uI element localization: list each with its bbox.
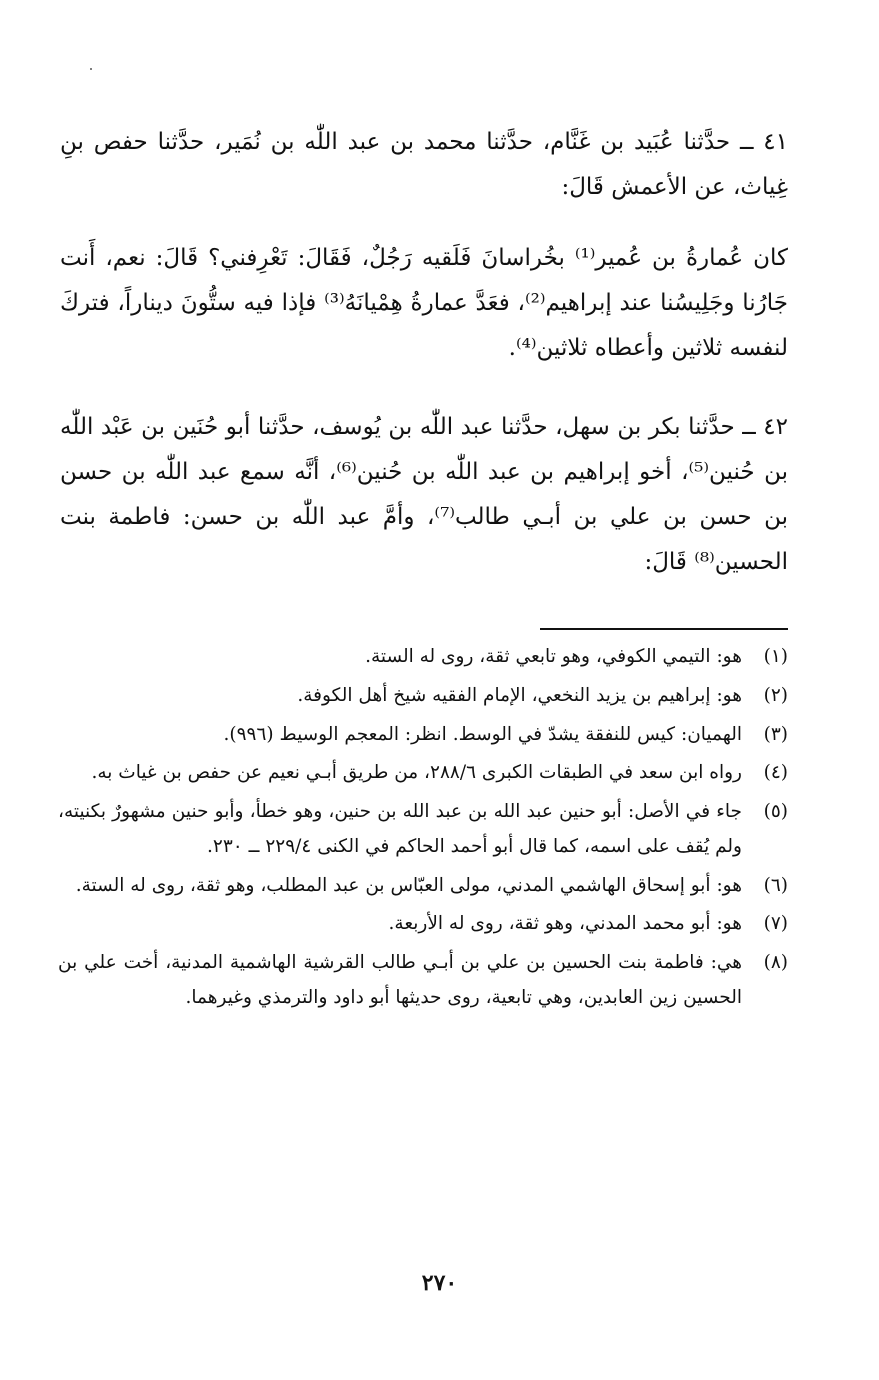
footnote-5	[58, 795, 788, 865]
footnote-1	[58, 640, 788, 675]
footnote-number: (١)	[763, 646, 788, 667]
footnote-4	[58, 756, 788, 791]
footnote-number: (٦)	[763, 874, 788, 896]
footnote-text: رواه ابن سعد في الطبقات الكبرى ٢٨٨/٦، من طريق أبـي نعيم عن حفص بن غياث به.	[91, 762, 742, 784]
footnote-text: هي: فاطمة بنت الحسين بن علي بن أبـي طالب القرشية الهاشمية المدنية، أخت علي بن الحسين زين العابدين، وهي تابعية، روى حديثها أبو داود والترمذي وغيرهما.	[58, 952, 742, 1008]
footnote-text: هو: أبو محمد المدني، وهو ثقة، روى له الأربعة.	[388, 913, 742, 935]
hadith-41-chain: ٤١ ــ حدَّثنا عُبَيد بن غَنَّام، حدَّثنا محمد بن عبد اللّٰه بن نُمَير، حدَّثنا حفص بنِ غِياث، عن الأعمش قَالَ:	[60, 129, 788, 200]
hadith-42-chain: ٤٢ ــ حدَّثنا بكر بن سهل، حدَّثنا عبد اللّٰه بن يُوسف، حدَّثنا أبو حُنَين بن عَبْد اللّٰه بن حُنين⁽⁵⁾، أخو إبراهيم بن عبد اللّٰه بن حُنين⁽⁶⁾، أنَّه سمع عبد اللّٰه بن حسن بن حسن بن علي بن أبـي طالب⁽⁷⁾، وأمَّ عبد اللّٰه بن حسن: فاطمة بنت الحسين⁽⁸⁾ قَالَ:	[60, 414, 788, 575]
hadith-41-text: كان عُمارةُ بن عُمير⁽¹⁾ بخُراسانَ فَلَقيه رَجُلٌ، فَقَالَ: تَعْرِفني؟ قَالَ: نعم، أَنت جَارُنا وجَلِيسُنا عند إبراهيم⁽²⁾، فعَدَّ عمارةُ هِمْيانَهُ⁽³⁾ فإذا فيه ستُّونَ ديناراً، فتركَ لنفسه ثلاثين وأعطاه ثلاثين⁽⁴⁾.	[60, 245, 789, 361]
footnote-number: (٣)	[763, 723, 788, 745]
footnote-text: هو: أبو إسحاق الهاشمي المدني، مولى العبّاس بن عبد المطلب، وهو ثقة، روى له الستة.	[75, 874, 742, 896]
page-number: ٢٧٠	[421, 1270, 458, 1296]
footnote-8	[58, 946, 788, 1016]
footnote-text: هو: التيمي الكوفي، وهو تابعي ثقة، روى له الستة.	[365, 646, 742, 667]
footnotes-list	[58, 640, 788, 1020]
footnote-6	[58, 869, 788, 904]
footnote-separator	[540, 628, 788, 630]
scan-speck	[90, 68, 92, 70]
footnote-7	[58, 907, 788, 942]
footnote-text: الهميان: كيس للنفقة يشدّ في الوسط. انظر: المعجم الوسيط (٩٩٦).	[223, 723, 742, 745]
footnote-number: (٤)	[763, 762, 788, 784]
footnote-2	[58, 679, 788, 714]
footnote-text: جاء في الأصل: أبو حنين عبد الله بن عبد الله بن حنين، وهو خطأ، وأبو حنين مشهورٌ بكنيته، ولم يُقف على اسمه، كما قال أبو أحمد الحاكم في الكنى ٢٢٩/٤ ــ ٢٣٠.	[58, 801, 742, 857]
footnote-number: (٥)	[763, 801, 788, 823]
footnote-3	[58, 718, 788, 753]
footnote-text: هو: إبراهيم بن يزيد النخعي، الإمام الفقيه شيخ أهل الكوفة.	[297, 684, 742, 706]
footnote-number: (٢)	[763, 684, 788, 706]
footnote-number: (٨)	[763, 952, 788, 974]
footnote-number: (٧)	[763, 913, 788, 935]
